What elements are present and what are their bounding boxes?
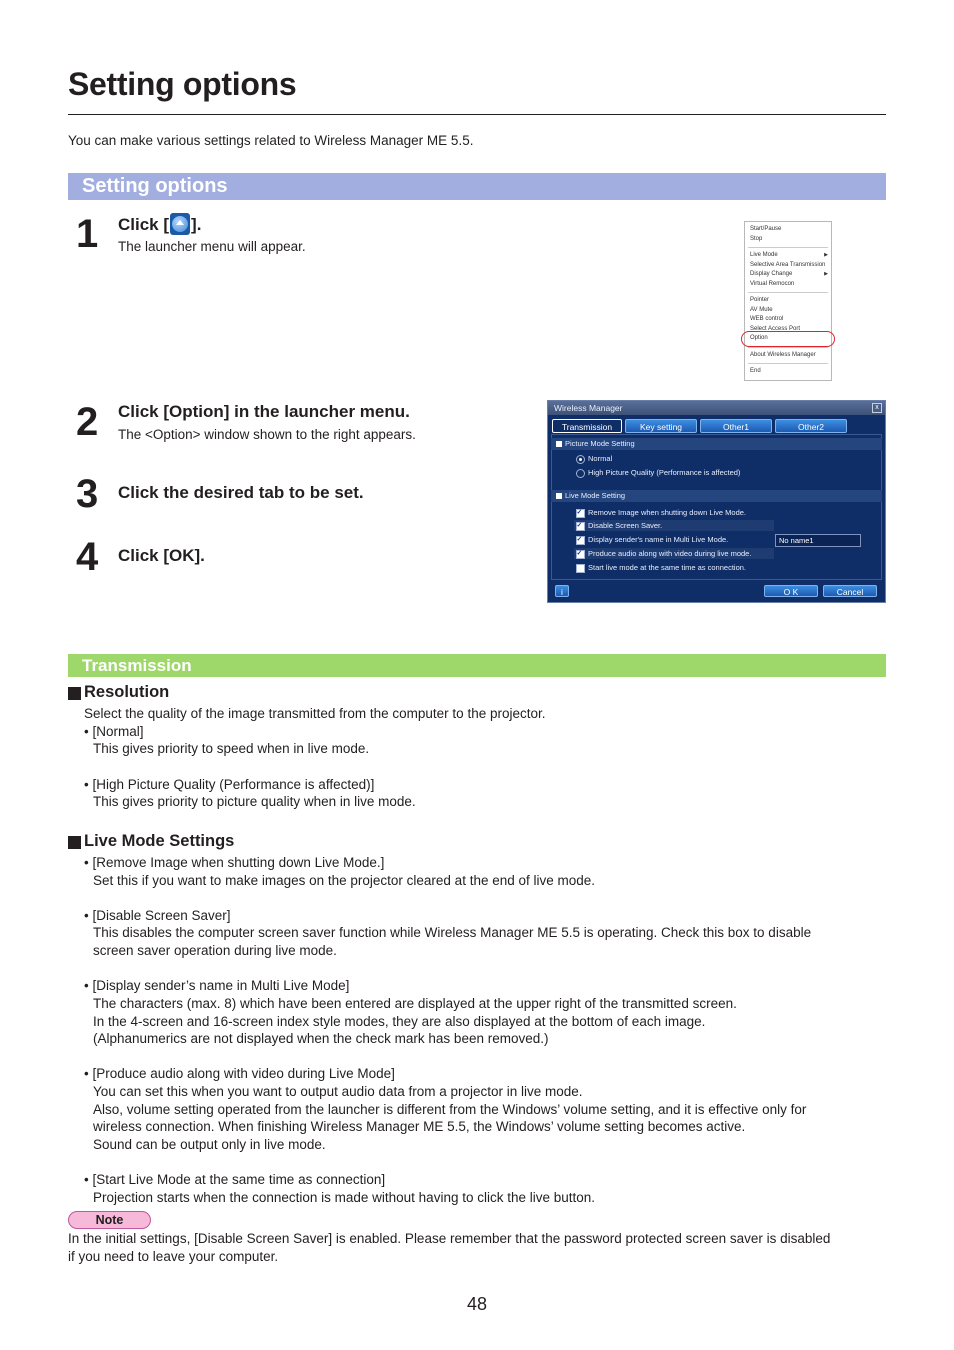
menu-item-end[interactable]: End (750, 368, 761, 374)
info-button[interactable]: i (555, 585, 569, 597)
option-window (547, 400, 886, 603)
live-item-3-line: In the 4-screen and 16-screen index style modes, they are also displayed at the bottom of each image. (93, 1014, 706, 1029)
resolution-intro: Select the quality of the image transmitted from the computer to the projector. (84, 706, 546, 721)
menu-item-live-mode[interactable]: Live Mode ▶ (750, 251, 831, 261)
live-item-4-label: • [Produce audio along with video during Live Mode] (84, 1066, 395, 1081)
menu-separator (748, 247, 828, 248)
section-band-transmission: Transmission (68, 654, 886, 677)
live-item-3-line: The characters (max. 8) which have been entered are displayed at the upper right of the transmitted screen. (93, 996, 737, 1011)
live-item-3-line: (Alphanumerics are not displayed when the check mark has been removed.) (93, 1031, 549, 1046)
cancel-button[interactable]: Cancel (823, 585, 877, 597)
radio-high-quality[interactable]: High Picture Quality (Performance is affected) (574, 467, 740, 478)
live-item-1-label: • [Remove Image when shutting down Live Mode.] (84, 855, 385, 870)
close-icon[interactable]: x (872, 403, 882, 413)
page-title: Setting options (68, 66, 297, 102)
resolution-item-normal-desc: This gives priority to speed when in live mode. (93, 741, 370, 756)
sender-name-input[interactable]: No name1 (775, 534, 861, 547)
live-item-5-line: Projection starts when the connection is made without having to click the live button. (93, 1190, 596, 1205)
live-item-4-line: wireless connection. When finishing Wireless Manager ME 5.5, the Windows’ volume setting becomes active. (93, 1119, 746, 1134)
live-item-5-label: • [Start Live Mode at the same time as connection] (84, 1172, 386, 1187)
title-rule (68, 114, 886, 115)
checkbox-produce-audio[interactable]: Produce audio along with video during live mode. ✓ (574, 548, 774, 559)
step-2-heading: Click [Option] in the launcher menu. (118, 402, 410, 421)
step-3-heading: Click the desired tab to be set. (118, 483, 364, 502)
note-badge: Note (68, 1211, 151, 1229)
live-item-4-line: You can set this when you want to output audio data from a projector in live mode. (93, 1084, 583, 1099)
live-item-1-line: Set this if you want to make images on the projector cleared at the end of live mode. (93, 873, 596, 888)
checkbox-display-sender-name[interactable]: Display sender's name in Multi Live Mode. ✓ (574, 534, 728, 545)
tab-other1[interactable]: Other1 (700, 419, 772, 433)
live-mode-heading: Live Mode Settings (68, 832, 234, 851)
menu-item-web-control[interactable]: WEB control (750, 316, 784, 322)
resolution-item-high-desc: This gives priority to picture quality when in live mode. (93, 794, 416, 809)
live-item-2-line: screen saver operation during live mode. (93, 943, 337, 958)
live-item-3-label: • [Display sender’s name in Multi Live Mode] (84, 978, 350, 993)
menu-item-display-change[interactable]: Display Change ▶ (750, 270, 831, 280)
note-line: if you need to leave your computer. (68, 1249, 279, 1264)
step-4-heading: Click [OK]. (118, 546, 205, 565)
intro-text: You can make various settings related to Wireless Manager ME 5.5. (68, 133, 474, 148)
resolution-item-normal: • [Normal] (84, 724, 144, 739)
menu-item-av-mute[interactable]: AV Mute (750, 306, 773, 313)
tab-other2[interactable]: Other2 (775, 419, 847, 433)
ok-button[interactable]: O K (764, 585, 818, 597)
menu-item-pointer[interactable]: Pointer (750, 297, 770, 303)
step-1-head-post: ]. (191, 215, 202, 234)
menu-item-start-pause[interactable]: Start/Pause (750, 226, 782, 232)
launcher-icon (170, 213, 190, 235)
option-highlight-circle (741, 331, 835, 347)
menu-item-about[interactable]: About Wireless Manager (750, 351, 816, 358)
menu-item-option[interactable]: Option (750, 335, 768, 341)
tab-key-setting[interactable]: Key setting (625, 419, 697, 433)
tab-transmission[interactable]: Transmission (552, 419, 622, 433)
live-item-4-line: Also, volume setting operated from the launcher is different from the Windows’ volume setting, and it is effective only for (93, 1102, 807, 1117)
menu-separator (748, 363, 828, 364)
live-mode-section: Live Mode Setting (551, 490, 882, 502)
step-3-number: 3 (76, 472, 99, 516)
checkbox-start-live-mode[interactable]: Start live mode at the same time as connection. (574, 562, 746, 573)
live-item-4-line: Sound can be output only in live mode. (93, 1137, 326, 1152)
step-1-number: 1 (76, 212, 99, 256)
menu-item-select-access-port[interactable]: Select Access Port (750, 325, 801, 332)
radio-normal[interactable]: Normal (574, 453, 612, 464)
resolution-heading: Resolution (68, 683, 169, 702)
live-item-2-line: This disables the computer screen saver function while Wireless Manager ME 5.5 is operating. Check this box to disable (93, 925, 812, 940)
menu-item-stop[interactable]: Stop (750, 235, 763, 242)
note-text (68, 1230, 888, 1266)
picture-mode-section: Picture Mode Setting (551, 438, 882, 450)
step-2-number: 2 (76, 400, 99, 444)
menu-separator (748, 292, 828, 293)
step-2-sub: The <Option> window shown to the right appears. (118, 427, 416, 442)
menu-item-selective-area[interactable]: Selective Area Transmission (750, 261, 826, 268)
option-window-title: Wireless Manager (548, 401, 885, 415)
checkbox-remove-image[interactable]: Remove Image when shutting down Live Mode. ✓ (574, 507, 746, 518)
resolution-item-high: • [High Picture Quality (Performance is affected)] (84, 777, 375, 792)
step-1-head-pre: Click [ (118, 215, 170, 234)
step-1-sub: The launcher menu will appear. (118, 239, 306, 254)
checkbox-disable-screen-saver[interactable]: Disable Screen Saver. ✓ (574, 520, 774, 531)
note-line: In the initial settings, [Disable Screen Saver] is enabled. Please remember that the password protected screen saver is disabled (68, 1231, 831, 1246)
section-band-setting-options: Setting options (68, 173, 886, 200)
launcher-menu (744, 221, 832, 381)
menu-item-virtual-remocon[interactable]: Virtual Remocon (750, 280, 795, 287)
step-4-number: 4 (76, 535, 99, 579)
step-1-heading (118, 213, 201, 235)
page-number: 48 (466, 1294, 488, 1314)
live-item-2-label: • [Disable Screen Saver] (84, 908, 231, 923)
